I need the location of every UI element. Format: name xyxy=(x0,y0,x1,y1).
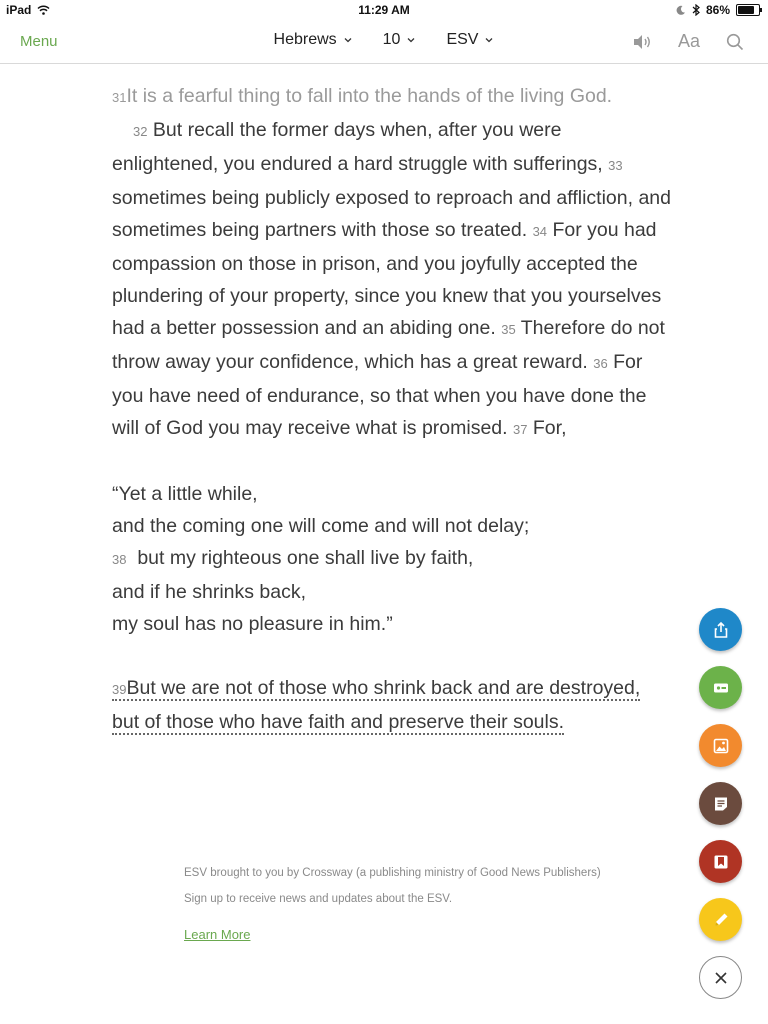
bluetooth-icon xyxy=(692,4,700,16)
verse-number[interactable]: 39 xyxy=(112,682,127,697)
search-icon[interactable] xyxy=(726,33,744,51)
nav-actions xyxy=(632,31,744,52)
verse-card-button[interactable] xyxy=(699,666,742,709)
highlight-button[interactable] xyxy=(699,898,742,941)
text-size-button[interactable]: Aa xyxy=(677,31,700,51)
verse-text[interactable]: sometimes being publicly exposed to reproach and affliction, and sometimes being partners with those so treated. xyxy=(112,187,671,241)
battery-percent: 86% xyxy=(705,3,730,17)
selected-verse[interactable] xyxy=(112,677,640,735)
verse-number[interactable]: 35 xyxy=(501,322,516,337)
moon-icon xyxy=(676,5,686,15)
verse-number[interactable]: 37 xyxy=(513,422,528,437)
poetry-line[interactable] xyxy=(112,542,672,576)
signup-text: Sign up to receive news and updates about the ESV. xyxy=(184,893,453,905)
version-selector[interactable] xyxy=(446,31,494,49)
book-label: Hebrews xyxy=(273,31,337,48)
share-button[interactable] xyxy=(699,608,742,651)
verse-number[interactable]: 33 xyxy=(608,158,623,173)
pencil-icon xyxy=(712,911,730,929)
poetry-line-text: but my righteous one shall live by faith, xyxy=(137,547,474,569)
image-icon xyxy=(712,737,730,755)
paragraph xyxy=(112,80,672,114)
verse-number[interactable]: 34 xyxy=(532,224,548,239)
publisher-credit: ESV brought to you by Crossway (a publishing ministry of Good News Publishers) xyxy=(184,867,601,879)
bookmark-icon xyxy=(712,853,730,871)
verse-number[interactable]: 31 xyxy=(112,90,127,105)
paragraph xyxy=(112,114,672,446)
verse-number[interactable]: 38 xyxy=(112,552,127,567)
learn-more-link[interactable]: Learn More xyxy=(184,927,251,942)
verse-image-button[interactable] xyxy=(699,724,742,767)
chapter-label: 10 xyxy=(382,31,401,48)
verse-text[interactable]: It is a fearful thing to fall into the hands of the living God. xyxy=(126,85,613,107)
paragraph xyxy=(112,672,672,738)
speaker-icon[interactable] xyxy=(632,33,652,51)
close-actions-button[interactable] xyxy=(699,956,742,999)
add-note-button[interactable] xyxy=(699,782,742,825)
chevron-down-icon xyxy=(343,35,353,45)
verse-text[interactable]: For you had compassion on those in prison, and you joyfully accepted the plundering of your property, since you knew that you yourselves had a better possession and an abiding one. xyxy=(112,219,662,339)
verse-text[interactable]: But we are not of those who shrink back and are destroyed, but of those who have faith and preserve their souls. xyxy=(112,677,641,733)
verse-number[interactable]: 32 xyxy=(133,124,148,139)
chevron-down-icon xyxy=(484,35,494,45)
nav-bar xyxy=(0,22,768,64)
menu-button[interactable]: Menu xyxy=(20,33,58,50)
note-icon xyxy=(712,795,730,813)
status-right xyxy=(676,3,760,17)
clock: 11:29 AM xyxy=(358,3,410,17)
poetry-block xyxy=(112,478,672,640)
verse-text[interactable]: For, xyxy=(532,417,567,439)
verse-text[interactable]: But recall the former days when, after you were enlightened, you endured a hard struggle with sufferings, xyxy=(112,119,603,175)
verse-text[interactable]: For you have need of endurance, so that when you have done the will of God you may receive what is promised. xyxy=(112,351,647,439)
close-icon xyxy=(712,969,730,987)
passage-text xyxy=(112,80,672,738)
battery-icon xyxy=(736,4,760,16)
poetry-line[interactable]: and the coming one will come and will not delay; xyxy=(112,515,530,537)
verse-number[interactable]: 36 xyxy=(593,356,608,371)
poetry-line[interactable]: and if he shrinks back, xyxy=(112,581,307,603)
poetry-line[interactable]: my soul has no pleasure in him.” xyxy=(112,613,393,635)
poetry-line[interactable]: “Yet a little while, xyxy=(112,483,258,505)
version-label: ESV xyxy=(446,31,479,48)
share-icon xyxy=(712,621,730,639)
copyright-footer xyxy=(184,864,604,945)
device-label: iPad xyxy=(6,3,32,17)
verse-text[interactable]: Therefore do not throw away your confidence, which has a great reward. xyxy=(112,317,665,373)
card-icon xyxy=(712,679,730,697)
chevron-down-icon xyxy=(406,35,416,45)
bookmark-button[interactable] xyxy=(699,840,742,883)
status-bar xyxy=(0,0,768,22)
book-selector[interactable] xyxy=(274,31,353,49)
chapter-selector[interactable] xyxy=(383,31,417,49)
